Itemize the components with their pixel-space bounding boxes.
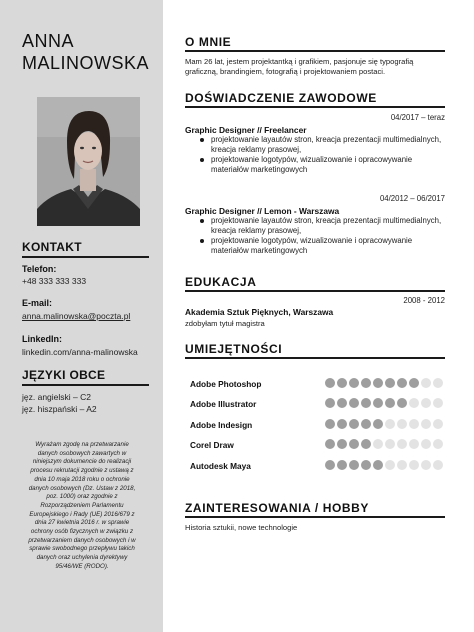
hobby-section <box>185 501 448 515</box>
skill-dot-filled <box>397 378 407 388</box>
consent-line: danych oraz uchylenia dyrektywy <box>36 554 128 562</box>
contact-divider <box>22 256 149 258</box>
skill-dot-empty <box>373 439 383 449</box>
skill-dot-filled <box>325 460 335 470</box>
consent-line: sprawie swobodnego przepływu takich <box>29 545 135 553</box>
skill-name: Adobe Illustrator <box>190 399 257 409</box>
experience-heading: DOŚWIADCZENIE ZAWODOWE <box>185 91 377 105</box>
skill-dot-empty <box>421 398 431 408</box>
skills-divider <box>185 357 445 359</box>
skill-dot-filled <box>385 398 395 408</box>
languages-divider <box>22 384 149 386</box>
job-date: 04/2012 – 06/2017 <box>379 194 445 203</box>
language-item: jęz. angielski – C2 <box>22 392 91 402</box>
consent-line: Europejskiego i Rady (UE) 2016/679 z <box>29 510 135 518</box>
skill-dot-filled <box>349 398 359 408</box>
consent-line: danych osobowych (Dz. Ustaw z 2018, <box>28 484 136 492</box>
linkedin-label: LinkedIn: <box>22 334 62 344</box>
skill-dot-filled <box>325 439 335 449</box>
duty-item: projektowanie layautów stron, kreacja prezentacji multimedialnych, kreacja reklamy prasowej, <box>199 135 449 155</box>
skill-dot-filled <box>373 378 383 388</box>
skill-dot-filled <box>385 378 395 388</box>
skill-level-dots <box>325 460 443 472</box>
consent-line: Wyrażam zgodę na przetwarzanie <box>35 441 129 448</box>
skills-section <box>185 342 448 356</box>
education-divider <box>185 290 445 292</box>
hobby-text: Historia sztukii, nowe technologie <box>185 523 298 532</box>
skill-dot-empty <box>397 419 407 429</box>
consent-line: dnia 27 kwietnia 2016 r. w sprawie <box>34 519 130 527</box>
duty-item: projektowanie layautów stron, kreacja prezentacji multimedialnych, kreacja reklamy prasowej, <box>199 216 449 236</box>
about-heading: O MNIE <box>185 35 232 49</box>
duty-item: projektowanie logotypów, wizualizowanie i opracowywanie materiałów marketingowych <box>199 155 449 175</box>
consent-line: danych osobowych zawartych w <box>37 449 127 457</box>
skill-row <box>190 419 440 433</box>
skill-dot-empty <box>409 398 419 408</box>
skill-dot-filled <box>361 378 371 388</box>
skill-dot-empty <box>421 439 431 449</box>
email-label: E-mail: <box>22 298 53 308</box>
language-item: jęz. hiszpański – A2 <box>22 404 97 414</box>
skill-level-dots <box>325 398 443 410</box>
skill-dot-filled <box>349 419 359 429</box>
skill-dot-filled <box>337 460 347 470</box>
skill-row <box>190 398 440 412</box>
skill-dot-filled <box>361 398 371 408</box>
school-name: Akademia Sztuk Pięknych, Warszawa <box>185 307 334 317</box>
skill-dot-empty <box>385 460 395 470</box>
consent-line: 95/46/WE (RODO). <box>55 562 109 570</box>
skill-dot-empty <box>421 419 431 429</box>
hobby-divider <box>185 516 445 518</box>
skill-dot-filled <box>337 439 347 449</box>
experience-section <box>185 91 448 105</box>
about-divider <box>185 50 445 52</box>
skill-dot-filled <box>337 398 347 408</box>
job-title: Graphic Designer // Freelancer <box>185 125 307 135</box>
contact-heading: KONTAKT <box>22 240 82 254</box>
skill-dot-empty <box>397 439 407 449</box>
skill-dot-empty <box>409 419 419 429</box>
name-first: ANNA <box>22 31 75 51</box>
consent-line: ochrony osób fizycznych w związku z <box>30 528 134 536</box>
skill-dot-filled <box>349 460 359 470</box>
job-duties <box>199 216 449 256</box>
skill-dot-filled <box>337 378 347 388</box>
skill-row <box>190 460 440 474</box>
skill-name: Autodesk Maya <box>190 461 251 471</box>
about-line: graficzną, brandingiem, fotografią i projektowaniem postaci. <box>185 67 386 76</box>
job-date: 04/2017 – teraz <box>390 113 445 122</box>
skill-dot-filled <box>349 439 359 449</box>
skill-level-dots <box>325 378 443 390</box>
skill-dot-empty <box>385 439 395 449</box>
skill-dot-filled <box>397 398 407 408</box>
experience-divider <box>185 106 445 108</box>
education-section <box>185 275 448 289</box>
education-date: 2008 - 2012 <box>403 296 445 305</box>
profile-photo <box>37 97 140 226</box>
skill-dot-empty <box>433 439 443 449</box>
consent-line: niniejszym dokumencie do realizacji <box>32 458 132 466</box>
skill-dot-empty <box>409 460 419 470</box>
about-section <box>185 35 448 49</box>
skill-dot-filled <box>361 460 371 470</box>
phone-value: +48 333 333 333 <box>22 276 87 286</box>
about-line: Mam 26 lat, jestem projektantką i grafikiem, pasjonuje się typografią <box>185 57 414 66</box>
skill-row <box>190 378 440 392</box>
skills-heading: UMIEJĘTNOŚCI <box>185 342 283 356</box>
education-heading: EDUKACJA <box>185 275 257 289</box>
gdpr-consent-clause <box>14 441 150 572</box>
about-text <box>185 57 413 77</box>
skill-dot-filled <box>325 378 335 388</box>
portrait-image <box>37 97 140 226</box>
job-title: Graphic Designer // Lemon - Warszawa <box>185 206 340 216</box>
consent-line: przetwarzaniem danych osobowych i w <box>28 536 136 544</box>
skill-level-dots <box>325 439 443 451</box>
job-duties <box>199 135 449 175</box>
skill-dot-filled <box>409 378 419 388</box>
skill-dot-filled <box>373 419 383 429</box>
consent-line: Rozporządzeniem Parlamentu <box>40 501 124 509</box>
skill-dot-empty <box>433 460 443 470</box>
skill-name: Adobe Indesign <box>190 420 253 430</box>
skill-dot-empty <box>433 398 443 408</box>
skill-dot-filled <box>373 398 383 408</box>
degree-text: zdobyłam tytuł magistra <box>185 319 265 328</box>
skill-dot-empty <box>421 460 431 470</box>
skill-dot-filled <box>349 378 359 388</box>
phone-label: Telefon: <box>22 264 57 274</box>
skill-dot-filled <box>361 419 371 429</box>
duty-item: projektowanie logotypów, wizualizowanie i opracowywanie materiałów marketingowych <box>199 236 449 256</box>
skill-dot-empty <box>385 419 395 429</box>
skill-dot-filled <box>373 460 383 470</box>
skill-dot-empty <box>433 419 443 429</box>
skill-dot-empty <box>397 460 407 470</box>
email-link[interactable]: anna.malinowska@poczta.pl <box>22 311 131 321</box>
hobby-heading: ZAINTERESOWANIA / HOBBY <box>185 501 370 515</box>
skill-dot-empty <box>409 439 419 449</box>
skill-row <box>190 439 440 453</box>
skill-name: Adobe Photoshop <box>190 379 262 389</box>
candidate-name <box>22 30 149 74</box>
skill-dot-empty <box>433 378 443 388</box>
skill-dot-filled <box>337 419 347 429</box>
skill-dot-filled <box>325 419 335 429</box>
consent-line: dnia 10 maja 2018 roku o ochronie <box>34 475 130 483</box>
linkedin-link[interactable]: linkedin.com/anna-malinowska <box>22 347 138 357</box>
consent-line: poz. 1000) oraz zgodnie z <box>46 493 118 501</box>
skill-level-dots <box>325 419 443 431</box>
skill-dot-empty <box>421 378 431 388</box>
skill-dot-filled <box>325 398 335 408</box>
consent-line: procesu rekrutacji zgodnie z ustawą z <box>30 467 134 475</box>
languages-heading: JĘZYKI OBCE <box>22 368 106 382</box>
name-last: MALINOWSKA <box>22 53 150 73</box>
skill-name: Corel Draw <box>190 440 234 450</box>
skill-dot-filled <box>361 439 371 449</box>
sidebar <box>0 0 163 632</box>
